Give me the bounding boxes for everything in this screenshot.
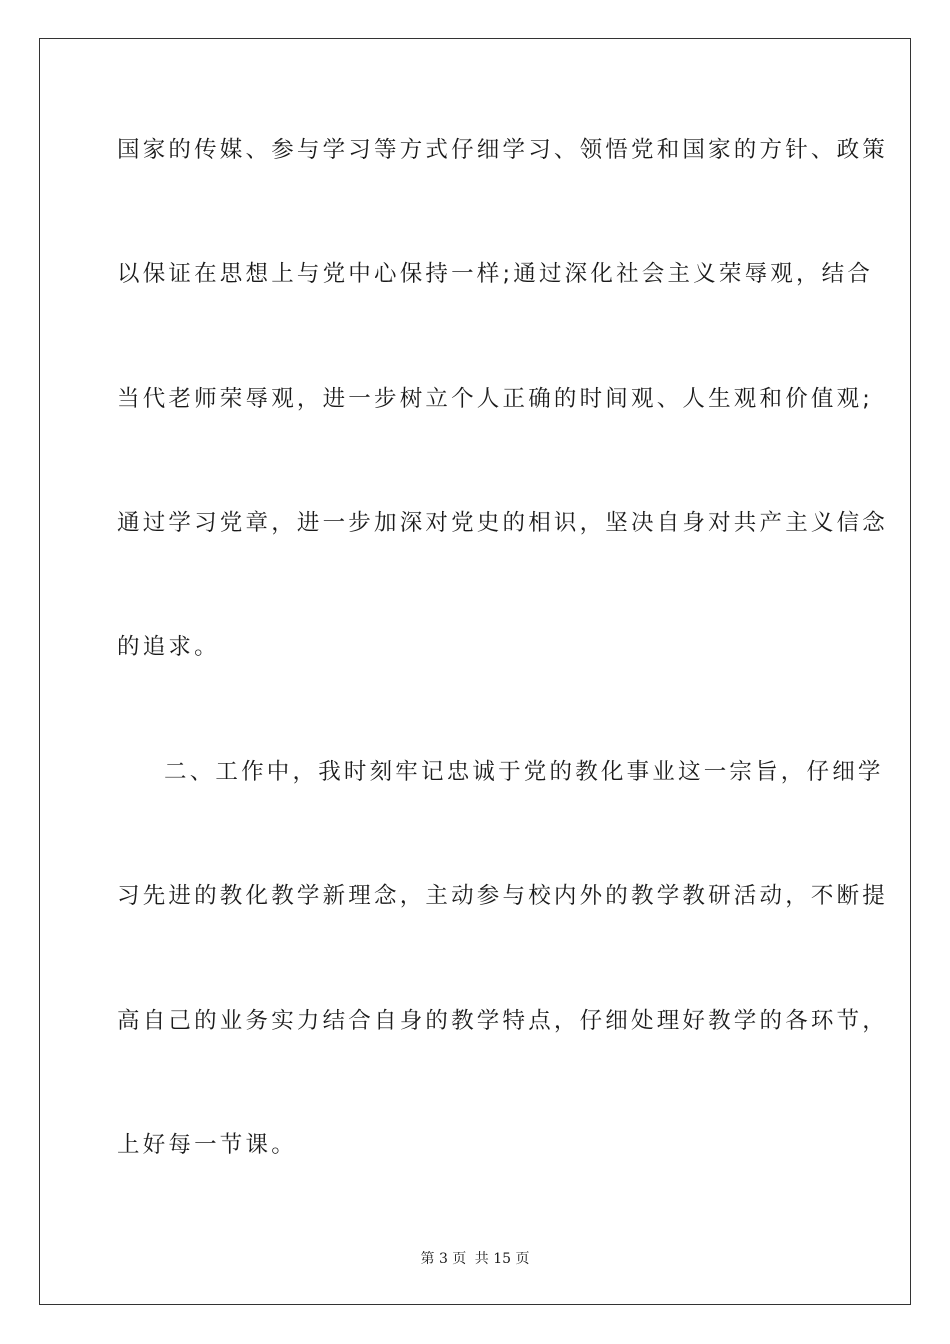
- text-line: 以保证在思想上与党中心保持一样;通过深化社会主义荣辱观，结合: [117, 261, 874, 287]
- text-line: 通过学习党章，进一步加深对党史的相识，坚决自身对共产主义信念: [117, 510, 889, 536]
- text-line: 上好每一节课。: [117, 1132, 297, 1158]
- page-border: [39, 38, 911, 1305]
- text-line: 习先进的教化教学新理念，主动参与校内外的教学教研活动，不断提: [117, 883, 889, 909]
- page-number: 第 3 页: [420, 1251, 467, 1267]
- text-line: 国家的传媒、参与学习等方式仔细学习、领悟党和国家的方针、政策: [117, 137, 889, 163]
- text-line: 的追求。: [117, 634, 220, 660]
- paragraph-start-line: 二、工作中，我时刻牢记忠诚于党的教化事业这一宗旨，仔细学: [164, 759, 884, 785]
- page-total: 共 15 页: [474, 1251, 530, 1267]
- text-line: 高自己的业务实力结合自身的教学特点，仔细处理好教学的各环节，: [117, 1008, 889, 1034]
- text-line: 当代老师荣辱观，进一步树立个人正确的时间观、人生观和价值观;: [117, 386, 874, 412]
- page-footer: [0, 1248, 950, 1268]
